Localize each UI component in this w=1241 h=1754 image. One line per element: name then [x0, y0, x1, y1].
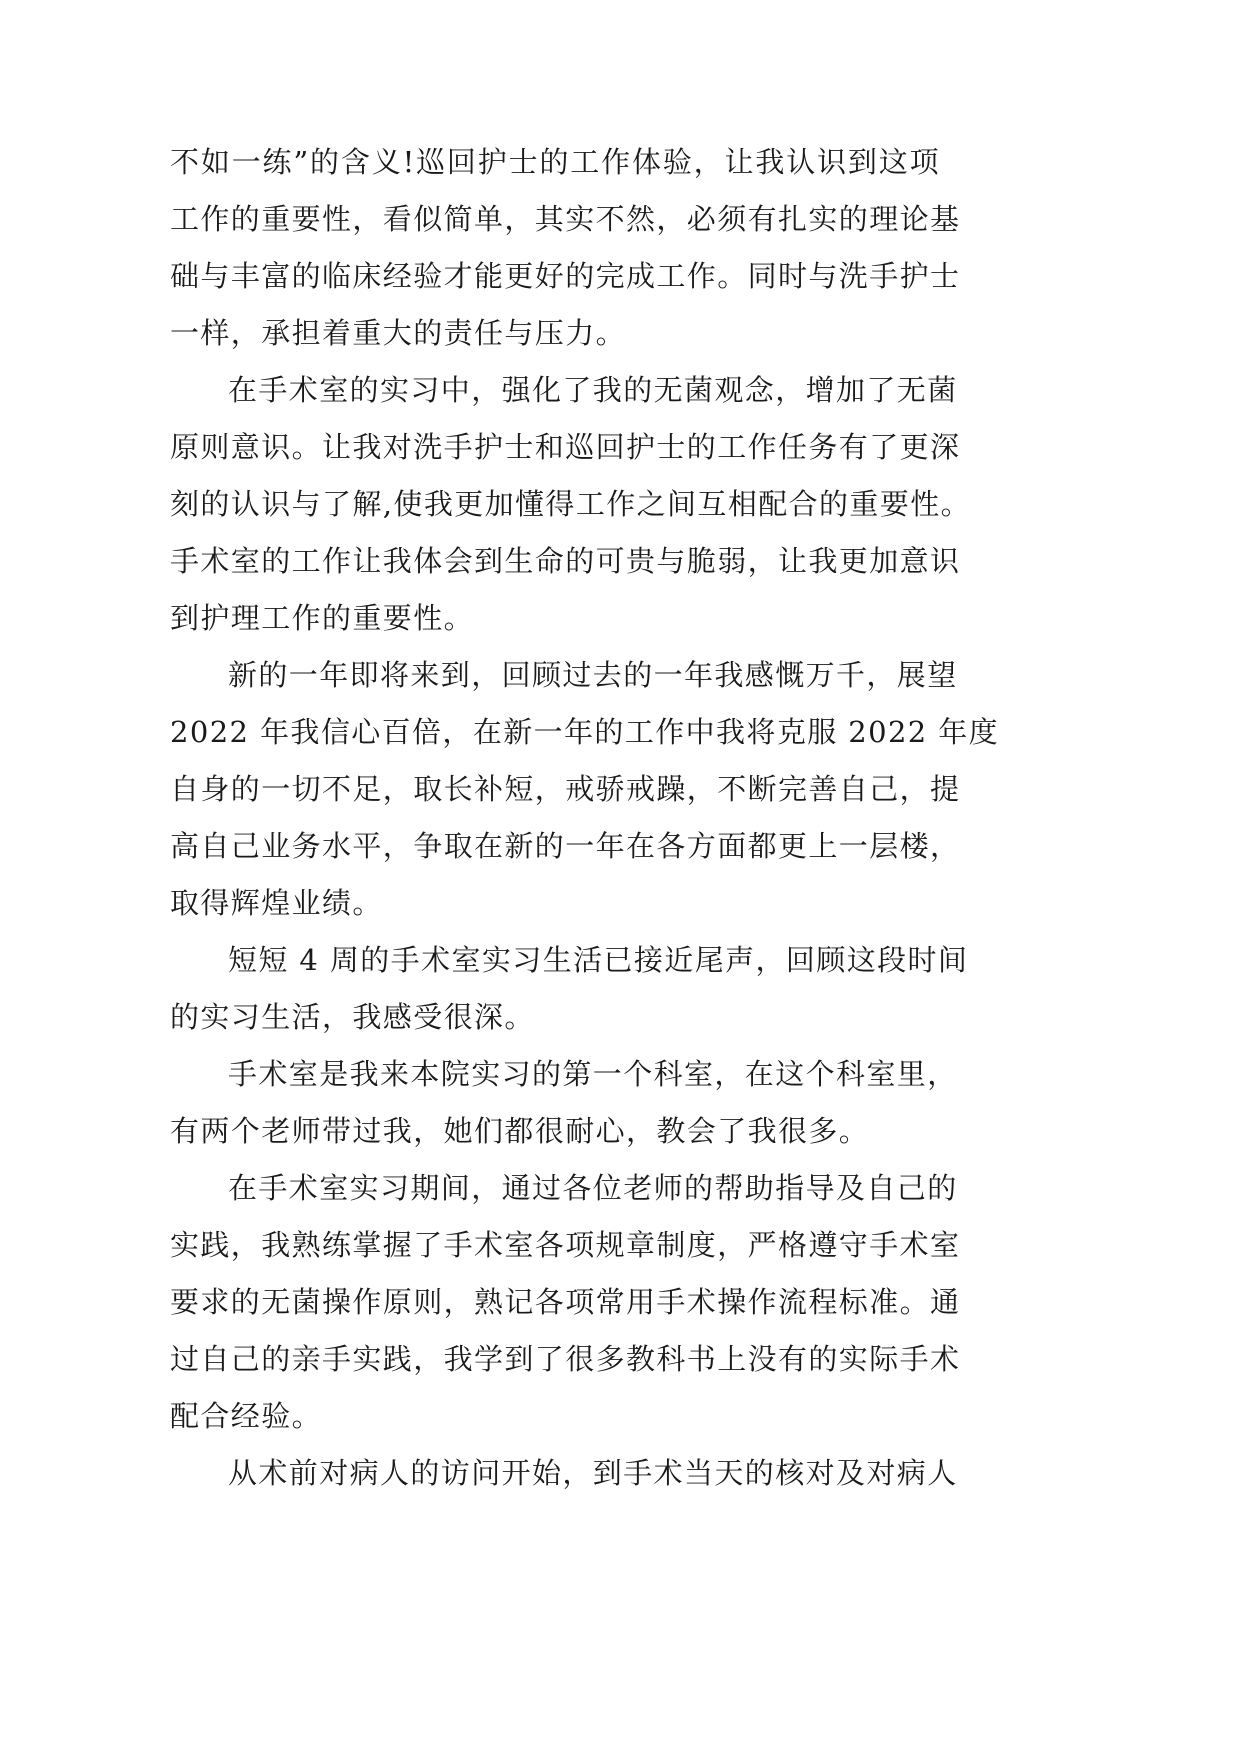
paragraph-first-line: 在手术室实习期间，通过各位老师的帮助指导及自己的 [228, 1171, 958, 1205]
text-line: 一样，承担着重大的责任与压力。 [170, 316, 627, 350]
paragraph-first-line: 新的一年即将来到，回顾过去的一年我感慨万千，展望 [228, 658, 958, 692]
text-line: 高自己业务水平，争取在新的一年在各方面都更上一层楼， [170, 829, 961, 863]
text-line: 础与丰富的临床经验才能更好的完成工作。同时与洗手护士 [170, 259, 961, 293]
text-line: 取得辉煌业绩。 [170, 886, 383, 920]
text-line: 要求的无菌操作原则，熟记各项常用手术操作流程标准。通 [170, 1285, 961, 1319]
text-line: 工作的重要性，看似简单，其实不然，必须有扎实的理论基 [170, 202, 961, 236]
text-line: 不如一练”的含义!巡回护士的工作体验，让我认识到这项 [170, 145, 940, 179]
paragraph-first-line: 手术室是我来本院实习的第一个科室，在这个科室里， [228, 1057, 958, 1091]
text-line: 到护理工作的重要性。 [170, 601, 475, 635]
text-line: 2022 年我信心百倍，在新一年的工作中我将克服 2022 年度 [170, 715, 1000, 749]
text-line: 手术室的工作让我体会到生命的可贵与脆弱，让我更加意识 [170, 544, 961, 578]
text-line: 自身的一切不足，取长补短，戒骄戒躁，不断完善自己，提 [170, 772, 961, 806]
text-line: 的实习生活，我感受很深。 [170, 1000, 535, 1034]
paragraph-first-line: 在手术室的实习中，强化了我的无菌观念，增加了无菌 [228, 373, 958, 407]
paragraph-first-line: 短短 4 周的手术室实习生活已接近尾声，回顾这段时间 [228, 943, 969, 977]
text-line: 配合经验。 [170, 1399, 323, 1433]
text-line: 实践，我熟练掌握了手术室各项规章制度，严格遵守手术室 [170, 1228, 961, 1262]
paragraph-first-line: 从术前对病人的访问开始，到手术当天的核对及对病人 [228, 1456, 958, 1490]
text-line: 刻的认识与了解,使我更加懂得工作之间互相配合的重要性。 [170, 487, 972, 521]
text-line: 原则意识。让我对洗手护士和巡回护士的工作任务有了更深 [170, 430, 961, 464]
text-line: 过自己的亲手实践，我学到了很多教科书上没有的实际手术 [170, 1342, 961, 1376]
text-line: 有两个老师带过我，她们都很耐心，教会了我很多。 [170, 1114, 870, 1148]
